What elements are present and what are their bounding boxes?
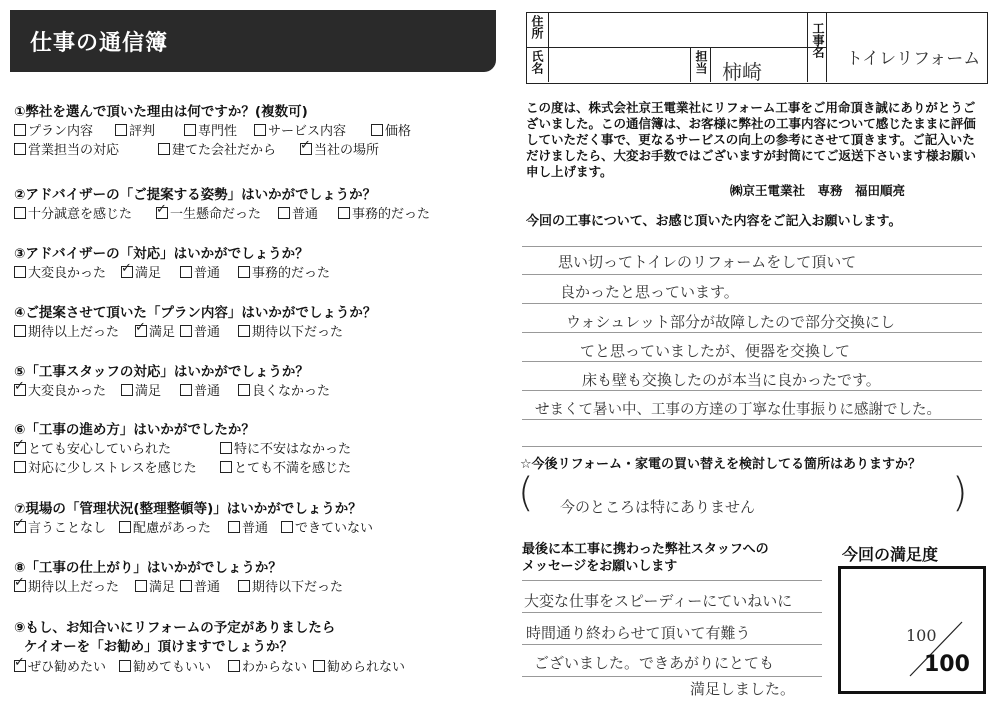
answer-option[interactable] (238, 262, 330, 281)
ruled-line (522, 419, 982, 420)
option-label: 普通 (242, 521, 269, 536)
checkbox[interactable] (156, 207, 168, 219)
option-label: 期待以上だった (28, 580, 120, 595)
option-label: 期待以下だった (252, 580, 344, 595)
ruled-line (522, 390, 982, 391)
staff-col-divider-left (690, 47, 691, 82)
checkbox[interactable] (121, 266, 133, 278)
answer-option[interactable] (300, 139, 379, 158)
option-label: 満足 (149, 325, 176, 340)
answer-option[interactable] (14, 656, 106, 675)
answer-option[interactable] (238, 576, 343, 595)
checkbox[interactable] (228, 660, 240, 672)
handwritten-line: 満足しました。 (690, 680, 796, 698)
handwritten-line: 思い切ってトイレのリフォームをして頂いて (558, 253, 857, 271)
checkbox[interactable] (220, 442, 232, 454)
option-label: 価格 (385, 124, 412, 139)
option-label: 事務的だった (252, 266, 331, 281)
option-label: わからない (242, 660, 308, 675)
question-label: ⑦現場の「管理状況(整理整頓等)」はいかがでしょうか？ (14, 501, 362, 517)
answer-option[interactable] (238, 380, 330, 399)
checkbox[interactable] (14, 660, 26, 672)
answer-option[interactable] (158, 139, 276, 158)
answer-option[interactable] (14, 262, 106, 281)
answer-option[interactable] (281, 517, 373, 536)
option-label: 期待以上だった (28, 325, 120, 340)
option-label: 一生懸命だった (170, 207, 262, 222)
option-label: 勧めてもいい (133, 660, 212, 675)
option-label: 営業担当の対応 (28, 143, 120, 158)
future-answer: 今のところは特にありません (560, 498, 756, 516)
question-label: ⑨もし、お知合いにリフォームの予定がありましたら (14, 620, 336, 636)
impression-title: 今回の工事について、お感じ頂いた内容をご記入お願いします。 (526, 214, 902, 229)
address-label: 住所 (530, 15, 544, 39)
checkbox[interactable] (14, 207, 26, 219)
option-label: 特に不安はなかった (234, 442, 352, 457)
name-label: 氏名 (530, 50, 544, 74)
checkbox[interactable] (135, 580, 147, 592)
answer-option[interactable] (14, 203, 132, 222)
handwritten-line: せまくて暑い中、工事の方達の丁寧な仕事振りに感謝でした。 (535, 402, 941, 418)
option-label: 期待以下だった (252, 325, 344, 340)
option-label: 満足 (135, 384, 162, 399)
answer-option[interactable] (278, 203, 318, 222)
answer-option[interactable] (119, 656, 211, 675)
staff-label: 担当 (694, 50, 708, 74)
handwritten-line: てと思っていましたが、便器を交換して (580, 342, 851, 360)
checkbox[interactable] (278, 207, 290, 219)
ruled-line (522, 446, 982, 447)
option-label: とても安心していられた (28, 442, 172, 457)
checkbox[interactable] (14, 124, 26, 136)
option-label: 普通 (194, 580, 221, 595)
ruled-line (522, 361, 982, 362)
ruled-line (522, 612, 822, 613)
option-label: 普通 (194, 266, 221, 281)
ruled-line (522, 246, 982, 247)
answer-option[interactable] (14, 380, 106, 399)
checkbox[interactable] (220, 461, 232, 473)
option-label: とても不満を感じた (234, 461, 352, 476)
page-title: 仕事の通信簿 (30, 31, 169, 56)
checkbox[interactable] (313, 660, 325, 672)
answer-option[interactable] (338, 203, 430, 222)
signature: ㈱京王電業社 専務 福田順亮 (730, 183, 906, 198)
handwritten-line: 時間通り終わらせて頂いて有難う (526, 624, 751, 642)
checkbox[interactable] (115, 124, 127, 136)
checkbox[interactable] (281, 521, 293, 533)
checkbox[interactable] (371, 124, 383, 136)
option-label: 評判 (129, 124, 156, 139)
checkbox[interactable] (119, 660, 131, 672)
checkbox[interactable] (254, 124, 266, 136)
checkbox[interactable] (238, 325, 250, 337)
answer-option[interactable] (220, 438, 351, 457)
option-label: 満足 (149, 580, 176, 595)
option-label: できていない (295, 521, 374, 536)
answer-option[interactable] (14, 120, 93, 139)
option-label: 事務的だった (352, 207, 431, 222)
option-label: 普通 (194, 384, 221, 399)
staff-col-divider-right (710, 47, 711, 82)
answer-option[interactable] (184, 120, 237, 139)
answer-option[interactable] (135, 321, 175, 340)
satisfaction-title: 今回の満足度 (842, 545, 939, 564)
option-label: 対応に少しストレスを感じた (28, 461, 197, 476)
option-label: サービス内容 (268, 124, 347, 139)
checkbox[interactable] (180, 580, 192, 592)
answer-option[interactable] (14, 139, 119, 158)
ruled-line (522, 580, 822, 581)
ruled-line (522, 303, 982, 304)
checkbox[interactable] (14, 266, 26, 278)
work-col-divider-right (826, 12, 827, 82)
answer-option[interactable] (371, 120, 411, 139)
work-col-divider-left (807, 12, 808, 82)
question-label-continued: ケイオーを「お勧め」頂けますでしょうか？ (24, 639, 294, 655)
question-label: ③アドバイザーの「対応」はいかがでしょうか？ (14, 246, 309, 262)
option-label: ぜひ勧めたい (28, 660, 107, 675)
checkbox[interactable] (180, 384, 192, 396)
answer-option[interactable] (238, 321, 343, 340)
option-label: 配慮があった (133, 521, 211, 536)
checkbox[interactable] (14, 521, 26, 533)
answer-option[interactable] (135, 576, 175, 595)
answer-option[interactable] (228, 656, 307, 675)
option-label: 言うことなし (28, 521, 107, 536)
answer-option[interactable] (121, 262, 161, 281)
satisfaction-score: 100 (906, 626, 937, 645)
checkbox[interactable] (14, 461, 26, 473)
staff-value: 柿崎 (722, 60, 762, 84)
option-label: 満足 (135, 266, 162, 281)
handwritten-line: ございました。できあがりにとても (534, 654, 775, 672)
checkbox[interactable] (300, 143, 312, 155)
option-label: 良くなかった (252, 384, 331, 399)
ruled-line (522, 332, 982, 333)
checkbox[interactable] (121, 384, 133, 396)
question-label: ⑤「工事スタッフの対応」はいかがでしょうか？ (14, 364, 309, 380)
checkbox[interactable] (180, 325, 192, 337)
answer-option[interactable] (14, 517, 106, 536)
answer-option[interactable] (115, 120, 155, 139)
checkbox[interactable] (14, 143, 26, 155)
answer-option[interactable] (121, 380, 161, 399)
future-bracket-left: ( (518, 470, 534, 516)
intro-text: この度は、株式会社京王電業社にリフォーム工事をご用命頂き誠にありがとうございました。この通信簿は、お客様に弊社の工事内容について感じたままに評価していただく事で、更なるサービスの向上の参考にさせて頂きます。ご記入いただけましたら、大変お手数ではございますが封筒にてご返送下さいます様お願い申し上げます。 (526, 100, 977, 179)
checkbox[interactable] (184, 124, 196, 136)
option-label: 普通 (292, 207, 319, 222)
question-label: ④ご提案させて頂いた「プラン内容」はいかがでしょうか？ (14, 305, 377, 321)
checkbox[interactable] (238, 580, 250, 592)
answer-option[interactable] (220, 457, 351, 476)
checkbox[interactable] (14, 580, 26, 592)
checkbox[interactable] (135, 325, 147, 337)
checkbox[interactable] (14, 325, 26, 337)
question-label: ⑧「工事の仕上がり」はいかがでしょうか？ (14, 560, 282, 576)
checkbox[interactable] (14, 442, 26, 454)
work-value: トイレリフォーム (846, 49, 981, 69)
answer-option[interactable] (180, 576, 220, 595)
question-label: ②アドバイザーの「ご提案する姿勢」はいかがでしょうか？ (14, 187, 377, 203)
question-label: ⑥「工事の進め方」はいかがでしたか？ (14, 422, 255, 438)
answer-option[interactable] (180, 321, 220, 340)
header-divider (526, 47, 826, 48)
message-title-line2: メッセージをお願いします (522, 559, 678, 574)
ruled-line (522, 676, 822, 677)
work-label: 工事名 (811, 22, 825, 58)
future-bracket-right: ) (952, 470, 968, 516)
handwritten-line: 大変な仕事をスピーディーにていねいに (524, 592, 793, 610)
answer-option[interactable] (254, 120, 346, 139)
handwritten-line: 良かったと思っています。 (560, 283, 739, 301)
checkbox[interactable] (228, 521, 240, 533)
answer-option[interactable] (156, 203, 261, 222)
answer-option[interactable] (180, 380, 220, 399)
ruled-line (522, 274, 982, 275)
option-label: 建てた会社だから (172, 143, 277, 158)
answer-option[interactable] (14, 576, 119, 595)
answer-option[interactable] (14, 321, 119, 340)
message-title-line1: 最後に本工事に携わった弊社スタッフへの (522, 542, 769, 557)
checkbox[interactable] (238, 266, 250, 278)
option-label: 大変良かった (28, 384, 107, 399)
answer-option[interactable] (14, 438, 171, 457)
answer-option[interactable] (228, 517, 268, 536)
answer-option[interactable] (14, 457, 197, 476)
checkbox[interactable] (14, 384, 26, 396)
option-label: 当社の場所 (314, 143, 380, 158)
answer-option[interactable] (119, 517, 211, 536)
checkbox[interactable] (238, 384, 250, 396)
answer-option[interactable] (180, 262, 220, 281)
option-label: 十分誠意を感じた (28, 207, 133, 222)
checkbox[interactable] (158, 143, 170, 155)
option-label: 専門性 (198, 124, 238, 139)
option-label: 普通 (194, 325, 221, 340)
option-label: 大変良かった (28, 266, 107, 281)
header-col-divider (548, 12, 549, 82)
checkbox[interactable] (119, 521, 131, 533)
satisfaction-max: 100 (924, 652, 970, 677)
checkbox[interactable] (338, 207, 350, 219)
future-title: ☆今後リフォーム・家電の買い替えを検討してる箇所はありますか？ (520, 457, 922, 472)
handwritten-line: ウォシュレット部分が故障したので部分交換にし (566, 313, 895, 331)
question-label: ①弊社を選んで頂いた理由は何ですか？(複数可) (14, 104, 308, 120)
handwritten-line: 床も壁も交換したのが本当に良かったです。 (582, 371, 881, 389)
checkbox[interactable] (180, 266, 192, 278)
option-label: 勧められない (327, 660, 406, 675)
ruled-line (522, 644, 822, 645)
option-label: プラン内容 (28, 124, 94, 139)
answer-option[interactable] (313, 656, 405, 675)
